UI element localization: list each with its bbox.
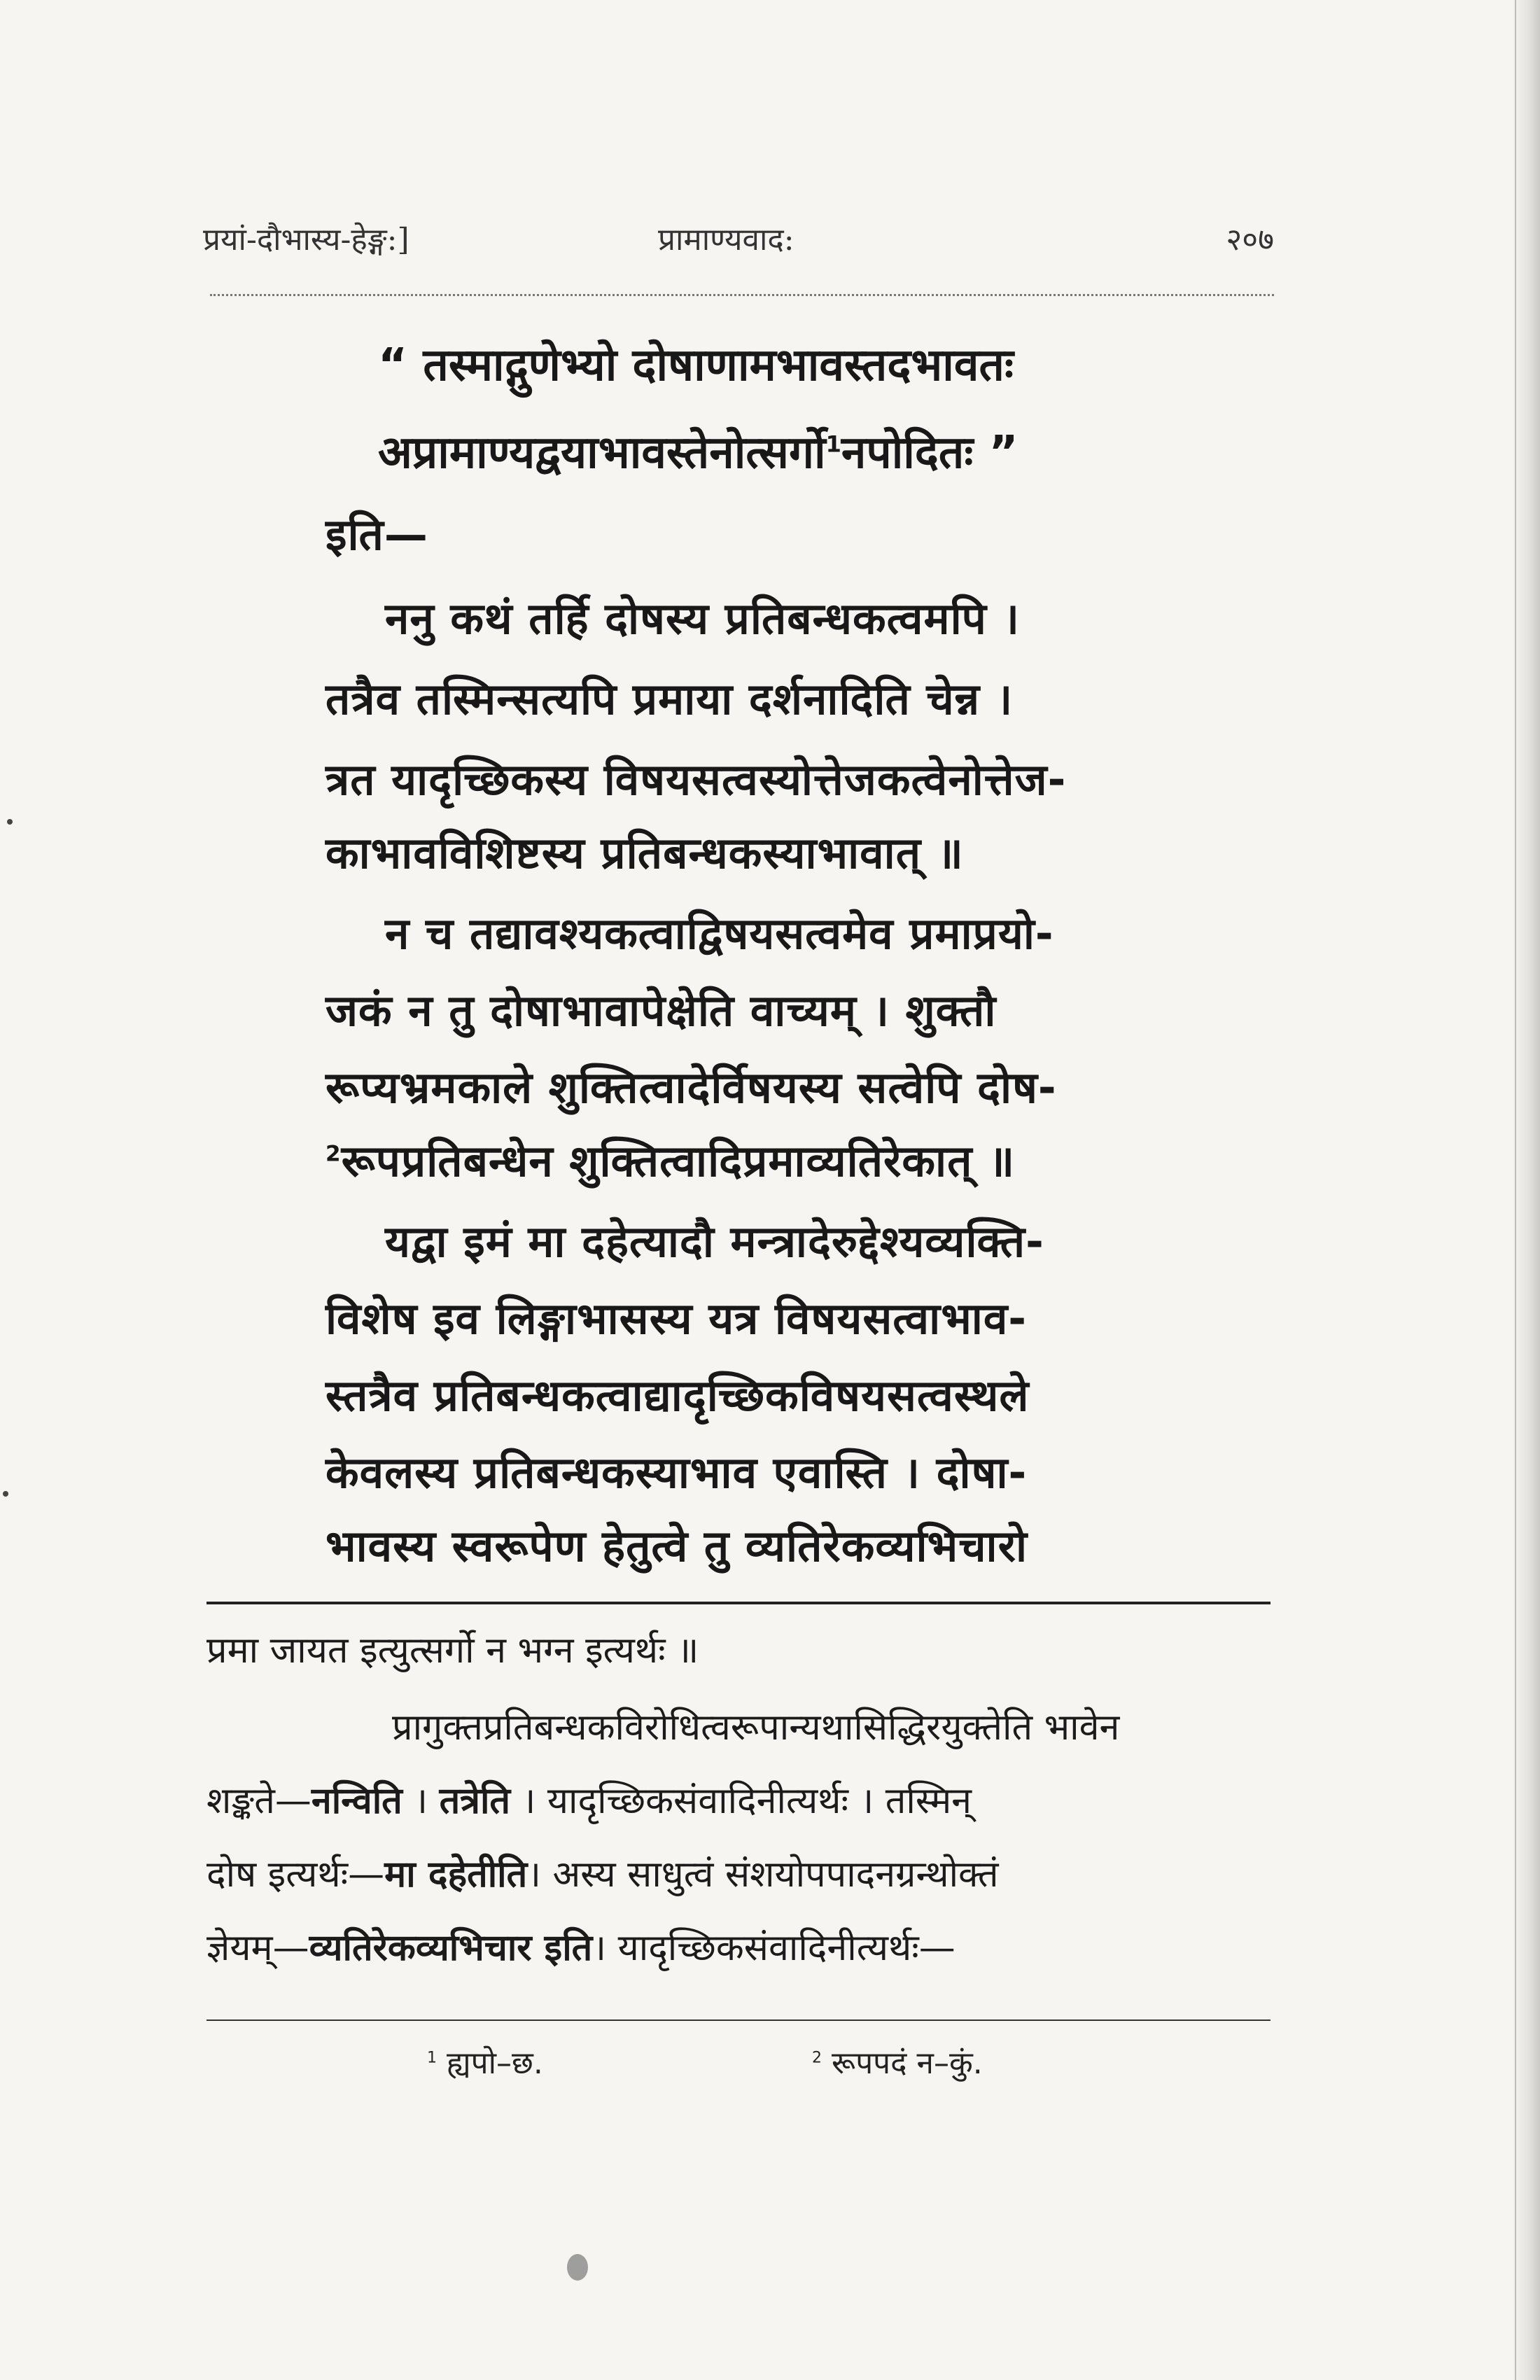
verse-line-2 (378, 420, 1018, 481)
commentary-lemma: तत्रेति (439, 1780, 511, 1822)
footnote-number: 1 (427, 2049, 437, 2067)
header-center-title: प्रामाण्यवाद: (658, 222, 794, 258)
commentary-lemma: मा दहेतीति (384, 1854, 528, 1896)
page-edge-line (1515, 0, 1516, 2380)
footnote-ref-1: 1 (825, 430, 841, 458)
main-line-7: जकं न तु दोषाभावापेक्षेति वाच्यम् । शुक्तौ (326, 985, 997, 1036)
page-edge-shadow (1512, 0, 1540, 2380)
footnote-text: ह्यपो–छ. (447, 2045, 543, 2081)
commentary-line-2: प्रागुक्तप्रतिबन्धकविरोधित्वरूपान्यथासिद्धिरयुक्तेति भावेन (392, 1707, 1120, 1749)
footnote-1 (427, 2040, 543, 2082)
main-line-11: विशेष इव लिङ्गाभासस्य यत्र विषयसत्वाभाव- (326, 1293, 1028, 1344)
running-header (203, 217, 1274, 273)
commentary-lemma: नन्विति (311, 1780, 402, 1822)
margin-mark (3, 1491, 8, 1497)
commentary-text: । याद‍ृच्छिकसंवादिनीत्यर्थः— (592, 1927, 955, 1969)
commentary-line-1: प्रमा जायत इत्युत्सर्गो न भग्न इत्यर्थः ॥ (206, 1630, 699, 1672)
main-line-9-text: रूपप्रतिबन्धेन शुक्तित्वादिप्रमाव्यतिरेकात् ॥ (341, 1135, 1016, 1186)
main-line-8: रूप्यभ्रमकाले शुक्तित्वादेर्विषयस्य सत्वेपि दोष- (326, 1062, 1057, 1113)
margin-mark (7, 819, 13, 825)
header-left-title: प्रयां-दौभास्य-हेङ्ग:] (203, 222, 410, 258)
main-line-3: तत्रैव तस्मिन्सत्यपि प्रमाया दर्शनादिति चेन्न । (326, 673, 1014, 724)
commentary-text: । (402, 1780, 440, 1822)
header-rule (210, 294, 1274, 296)
commentary-text: । अस्य साधुत्वं संशयोपपादनग्रन्थोक्तं (527, 1854, 999, 1896)
commentary-line-4 (206, 1848, 999, 1898)
main-line-10: यद्वा इमं मा दहेत्यादौ मन्त्रादेरुद्देश्यव्यक्ति- (385, 1216, 1044, 1267)
main-line-9 (326, 1130, 1015, 1189)
verse-line-2-text-b: नपोदितः ” (841, 427, 1018, 479)
page-number: २०७ (1226, 222, 1274, 258)
commentary-text: । याद‍ृच्छिकसंवादिनीत्यर्थः । तस्मिन् (510, 1780, 972, 1822)
commentary-text: ज्ञेयम्— (206, 1927, 309, 1969)
verse-line-2-text-a: अप्रामाण्यद्वयाभावस्तेनोत्सर्गो (378, 427, 826, 479)
verse-line-1: “ तस्माद्गुणेभ्यो दोषाणामभावस्तदभावतः (378, 340, 1014, 391)
commentary-line-5 (206, 1921, 955, 1971)
footnote-ref-2: 2 (326, 1141, 342, 1167)
commentary-line-3 (206, 1774, 972, 1824)
footnote-number: 2 (812, 2049, 822, 2067)
main-line-13: केवलस्य प्रतिबन्धकस्याभाव एवास्ति । दोषा- (326, 1447, 1028, 1498)
commentary-divider (206, 1602, 1270, 1604)
main-line-6: न च तद्यावश्यकत्वाद्विषयसत्वमेव प्रमाप्रयो- (385, 908, 1054, 959)
main-line-1: इति— (326, 509, 428, 560)
commentary-text: दोष इत्यर्थः— (206, 1854, 385, 1896)
footnote-divider (206, 2019, 1270, 2021)
ink-speck (567, 2254, 588, 2281)
footnote-text: रूपपदं न–कुं. (832, 2045, 983, 2081)
main-line-12: स्तत्रैव प्रतिबन्धकत्वाद्याद‍ृच्छिकविषयसत्वस्थले (326, 1370, 1030, 1421)
commentary-lemma: व्यतिरेकव्यभिचार इति (309, 1927, 593, 1969)
main-line-5: काभावविशिष्टस्य प्रतिबन्धकस्याभावात् ॥ (326, 827, 964, 878)
footnote-2 (812, 2040, 983, 2082)
commentary-text: शङ्कते— (206, 1780, 312, 1822)
main-line-2: ननु कथं तर्हि दोषस्य प्रतिबन्धकत्वमपि । (385, 593, 1020, 644)
main-line-4: त्रत याद‍ृच्छिकस्य विषयसत्वस्योत्तेजकत्वेनोत्तेज- (326, 754, 1067, 805)
main-line-14: भावस्य स्वरूपेण हेतुत्वे तु व्यतिरेकव्यभिचारो (326, 1520, 1028, 1572)
